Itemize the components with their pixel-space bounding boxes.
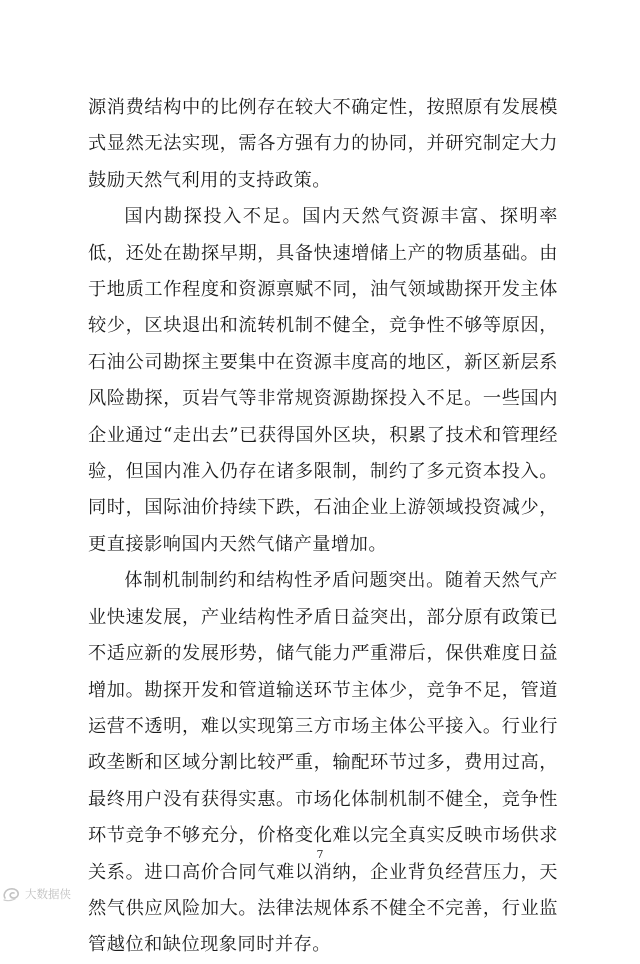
watermark-text: 大数据侠 [25, 887, 71, 901]
document-body [88, 90, 558, 964]
paragraph-2-heading: 国内勘探投入不足。 [124, 206, 303, 228]
paragraph-2-text: 国内天然气资源丰富、探明率低，还处在勘探早期，具备快速增储上产的物质基础。由于地质工作程度和资源禀赋不同，油气领域勘探开发主体较少，区块退出和流转机制不健全，竞争性不够等原因，石油公司勘探主要集中在资源丰度高的地区，新区新层系风险勘探，页岩气等非常规资源勘探投入不足。一些国内企业通过“走出去”已获得国外区块，积累了技术和管理经验，但国内准入仍存在诸多限制，制约了多元资本投入。同时，国际油价持续下跌，石油企业上游领域投资减少，更直接影响国内天然气储产量增加。 [88, 206, 558, 555]
paragraph-1-text: 源消费结构中的比例存在较大不确定性，按照原有发展模式显然无法实现，需各方强有力的协同，并研究制定大力鼓励天然气利用的支持政策。 [88, 97, 558, 191]
page-number: 7 [316, 848, 324, 861]
paragraph-continuation [88, 90, 558, 199]
watermark [2, 886, 71, 902]
paragraph-institutional [88, 563, 558, 963]
paragraph-3-heading: 体制机制制约和结构性矛盾问题突出。 [124, 570, 445, 592]
paragraph-exploration [88, 199, 558, 563]
paragraph-3-text: 随着天然气产业快速发展，产业结构性矛盾日益突出，部分原有政策已不适应新的发展形势，储气能力严重滞后，保供难度日益增加。勘探开发和管道输送环节主体少，竞争不足，管道运营不透明，难以实现第三方市场主体公平接入。行业行政垄断和区域分割比较严重，输配环节过多，费用过高，最终用户没有获得实惠。市场化体制机制不健全，竞争性环节竞争不够充分，价格变化难以完全真实反映市场供求关系。进口高价合同气难以消纳，企业背负经营压力，天然气供应风险加大。法律法规体系不健全不完善，行业监管越位和缺位现象同时并存。 [88, 570, 558, 956]
swirl-logo-icon [2, 886, 22, 902]
